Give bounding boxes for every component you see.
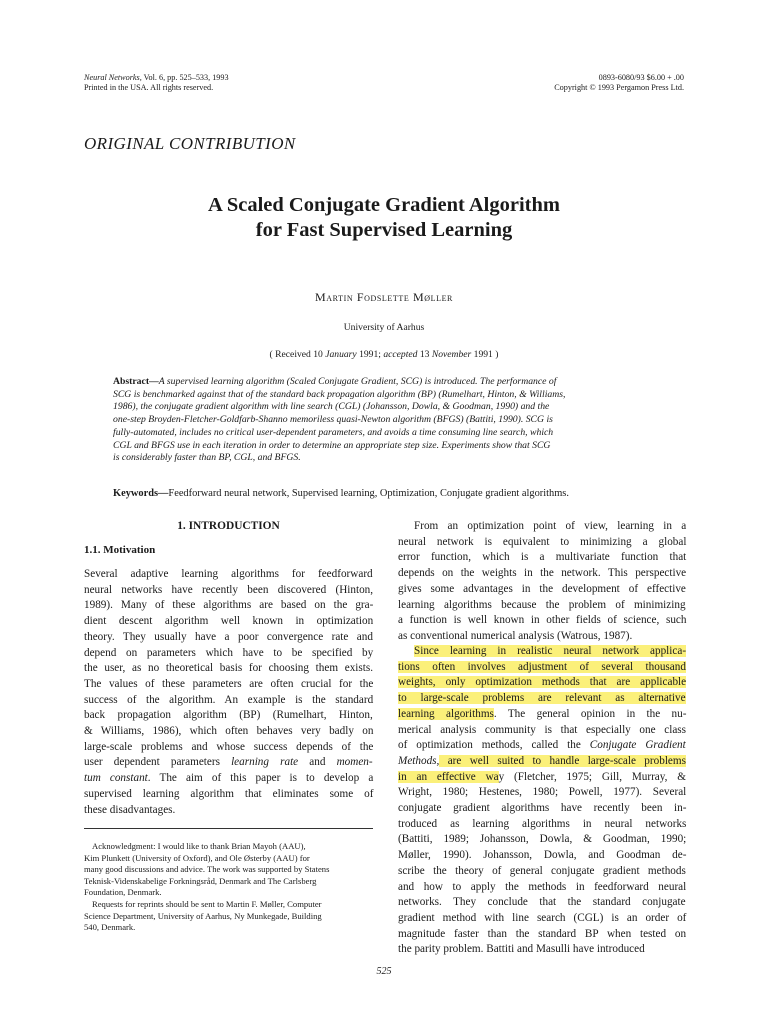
issn-code: 0893-6080/93 $6.00 + .00 [598,73,684,82]
title-line-1: A Scaled Conjugate Gradient Algorithm [208,194,560,216]
highlighted-text: learning algorithms [398,707,494,720]
journal-citation [84,73,229,83]
abstract-line: one-step Broyden-Fletcher-Goldfarb-Shanno memoriless quasi-Newton algorithm (BFGS) (Battiti, 1990). SCG is [113,414,553,426]
abstract-line: A supervised learning algorithm (Scaled Conjugate Gradient, SCG) is introduced. The performance of [158,376,557,387]
abstract-label: Abstract— [113,376,159,387]
printed-notice: Printed in the USA. All rights reserved. [84,83,214,92]
page-number: 525 [376,966,392,977]
section-type: ORIGINAL CONTRIBUTION [84,134,296,153]
abstract-line: fully-automated, includes no critical user-dependent parameters, and avoids a time consuming line search, which [113,426,554,438]
copyright: Copyright © 1993 Pergamon Press Ltd. [554,83,684,92]
abstract [113,376,653,465]
section-heading-introduction: 1. INTRODUCTION [177,520,280,532]
highlighted-text: Since learning in realistic neural network applica- [414,645,687,657]
highlighted-text: weights, only optimization methods that are applicable [398,676,687,689]
abstract-line: CGL and BFGS use in each iteration in order to determine an appropriate step size. Experiments show that SCG [113,439,551,451]
abstract-line: SCG is benchmarked against that of the standard back propagation algorithm (BP) (Rumelhart, Hinton, & Williams, [113,388,566,400]
affiliation: University of Aarhus [343,322,425,333]
subsection-heading-motivation: 1.1. Motivation [84,544,156,556]
author-name: Martin Fodslette Møller [315,290,453,304]
keywords-label: Keywords— [113,488,169,499]
highlighted-text: to large-scale problems are relevant as alternative [398,692,686,705]
highlighted-text: tions often involves adjustment of several thousand [398,660,686,673]
keywords [113,488,569,499]
abstract-line: is considerably faster than BP, CGL, and BFGS. [113,452,301,464]
highlighted-text: in an effective wa [398,770,499,783]
paper-title [0,193,768,243]
journal-volume: Vol. 6, pp. 525–533, 1993 [141,73,229,82]
footnote-divider [84,828,373,829]
received-dates: ( Received 10 January 1991; accepted 13 November 1991 ) [269,349,499,360]
abstract-line: 1986), the conjugate gradient algorithm with line search (CGL) (Johansson, Dowla, & Goodman, 1990) and the [113,401,550,413]
journal-name: Neural Networks, [84,73,142,82]
footnotes: Acknowledgment: I would like to thank Brian Mayoh (AAU), Kim Plunkett (University of Oxford), and Ole Østerby (AAU) for many good discussions and advice. The work was supported by Statens Teknisk-Videnskabelige Forkningsråd, Denmark and The Carlsberg Foundation, Denmark. Requests for reprints should be sent to Martin F. Møller, Computer Science Department, University of Aarhus, Ny Munkegade, Building 540, Denmark. [84,841,330,933]
left-paragraph: Several adaptive learning algorithms for feedforward neural networks have recently been discovered (Hinton, 1989). Many of these algorithms are based on the gra- dient descent algorithm well known in optimization theory. They usually have a poor convergence rate and depend on parameters which have to be specified by the user, as no theoretical basis for choosing them exists. The values of these parameters are often crucial for the success of the algorithm. An example is the standard back propagation algorithm (BP) (Rumelhart, Hinton, & Williams, 1986), which often behaves very badly on large-scale problems and whose success depends of the user dependent parameters learning rate and momen- tum constant. The aim of this paper is to develop a supervised learning algorithm that eliminates some of these disadvantages. [84,568,374,816]
right-paragraph-2: Since learning in realistic neural network applica- tions often involves adjustment of several thousand weights, only optimization methods that are applicable to large-scale problems are relevant as alternative learning algorithms. The general opinion in the nu- merical analysis community is that especially one class of optimization methods, called the Conjugate Gradient Methods, are well suited to handle large-scale problems in an effective way (Fletcher, 1975; Gill, Murray, & Wright, 1980; Hestenes, 1980; Powell, 1977). Several conjugate gradient algorithms have recently been in- troduced as learning algorithms in neural networks (Battiti, 1989; Johansson, Dowla, & Goodman, 1990; Møller, 1990). Johansson, Dowla, and Goodman de- scribe the theory of general conjugate gradient methods and how to apply the methods in feedforward neural networks. They conclude that the standard conjugate gradient method with line search (CGL) is an order of magnitude faster than the standard BP when tested on the parity problem. Battiti and Masulli have introduced [398,645,687,956]
right-paragraph-1: From an optimization point of view, learning in a neural network is equivalent to minimizing a global error function, which is a multivariate function that depends on the weights in the network. This perspective gives some advantages in the development of effective learning algorithms because the problem of minimizing a function is well known in other fields of science, such as conventional numerical analysis (Watrous, 1987). [398,520,687,642]
highlighted-text: are well suited to handle large-scale problems [439,754,686,767]
title-line-2: for Fast Supervised Learning [255,219,513,241]
keywords-text: Feedforward neural network, Supervised learning, Optimization, Conjugate gradient algorithms. [168,488,569,499]
